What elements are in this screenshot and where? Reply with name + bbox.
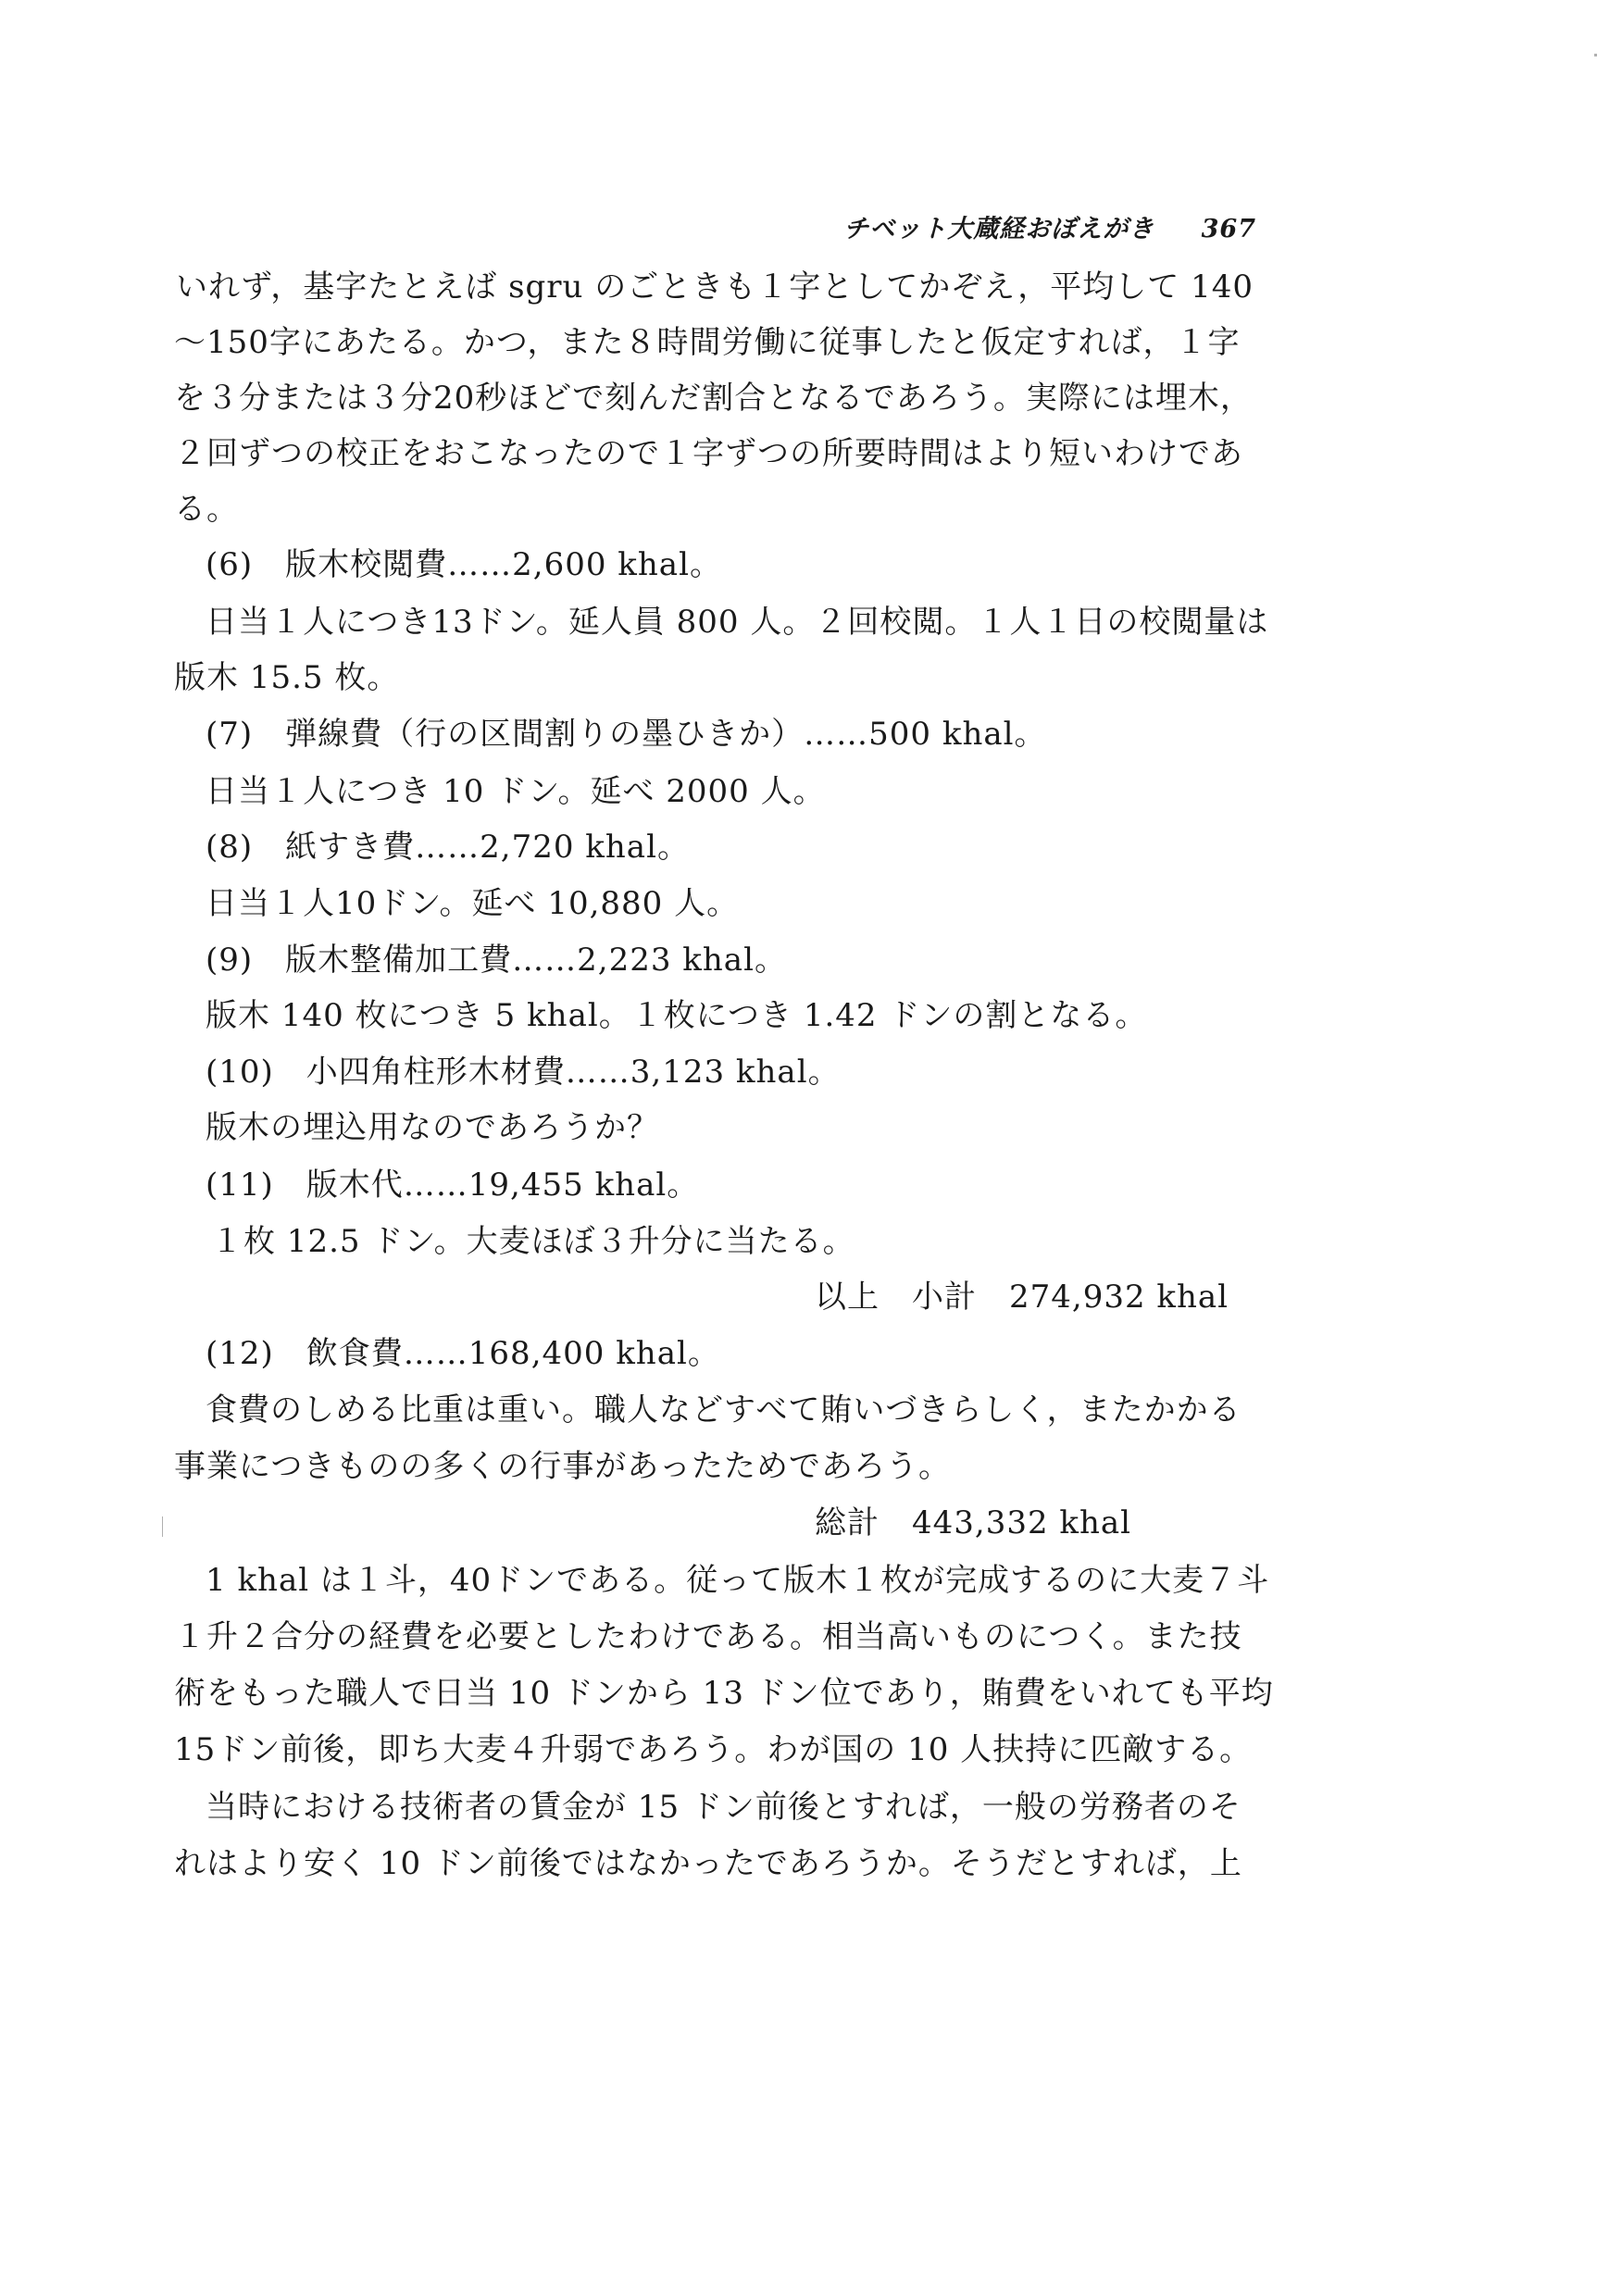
- text-line: 日当１人10ドン。延べ 10,880 人。: [206, 885, 740, 922]
- text-line: 版木 15.5 枚。: [174, 659, 400, 696]
- text-line: 日当１人につき13ドン。延人員 800 人。２回校閲。１人１日の校閲量は: [206, 604, 1269, 641]
- edge-mark: [1594, 54, 1597, 56]
- item-heading: (11) 版木代……19,455 khal。: [206, 1167, 700, 1204]
- running-head: [843, 208, 1256, 244]
- text-line: ２回ずつの校正をおこなったので１字ずつの所要時間はより短いわけであ: [174, 435, 1243, 472]
- text-line: れはより安く 10 ドン前後ではなかったであろうか。そうだとすれば，上: [174, 1845, 1242, 1882]
- page-number: 367: [1201, 215, 1256, 243]
- text-line: 15ドン前後，即ち大麦４升弱であろう。わが国の 10 人扶持に匹敵する。: [174, 1731, 1253, 1768]
- text-line: いれず，基字たとえば sgru のごときも１字としてかぞえ，平均して 140: [176, 268, 1254, 306]
- item-heading: (7) 弾線費（行の区間割りの墨ひきか）……500 khal。: [206, 716, 1047, 753]
- text-line: １升２合分の経費を必要としたわけである。相当高いものにつく。また技: [174, 1618, 1242, 1655]
- margin-tick: [162, 1516, 163, 1537]
- text-line: 当時における技術者の賃金が 15 ドン前後とすれば，一般の労務者のそ: [206, 1789, 1241, 1826]
- subtotal-line: 以上 小計 274,932 khal: [815, 1279, 1229, 1316]
- item-heading: (10) 小四角柱形木材費……3,123 khal。: [206, 1054, 841, 1091]
- text-line: 版木 140 枚につき 5 khal。１枚につき 1.42 ドンの割となる。: [206, 997, 1148, 1034]
- text-line: 版木の埋込用なのであろうか？: [206, 1109, 659, 1146]
- item-heading: (6) 版木校閲費……2,600 khal。: [206, 546, 722, 583]
- running-head-title: チベット大蔵経おぼえがき: [843, 215, 1155, 243]
- text-line: 日当１人につき 10 ドン。延べ 2000 人。: [206, 773, 826, 810]
- text-line: １枚 12.5 ドン。大麦ほぼ３升分に当たる。: [211, 1223, 855, 1260]
- text-line: ～150字にあたる。かつ，また８時間労働に従事したと仮定すれば，１字: [174, 324, 1241, 361]
- item-heading: (8) 紙すき費……2,720 khal。: [206, 829, 690, 866]
- total-line: 総計 443,332 khal: [815, 1504, 1132, 1541]
- text-line: 食費のしめる比重は重い。職人などすべて賄いづきらしく，またかかる: [206, 1391, 1241, 1429]
- text-line: を３分または３分20秒ほどで刻んだ割合となるであろう。実際には埋木，: [174, 380, 1253, 417]
- text-line: 術をもった職人で日当 10 ドンから 13 ドン位であり，賄費をいれても平均: [174, 1675, 1274, 1712]
- text-line: 事業につきものの多くの行事があったためであろう。: [174, 1448, 951, 1485]
- text-line: る。: [174, 491, 239, 528]
- item-heading: (12) 飲食費……168,400 khal。: [206, 1335, 720, 1372]
- item-heading: (9) 版木整備加工費……2,223 khal。: [206, 942, 787, 979]
- text-line: 1 khal は１斗，40ドンである。従って版木１枚が完成するのに大麦７斗: [206, 1562, 1270, 1599]
